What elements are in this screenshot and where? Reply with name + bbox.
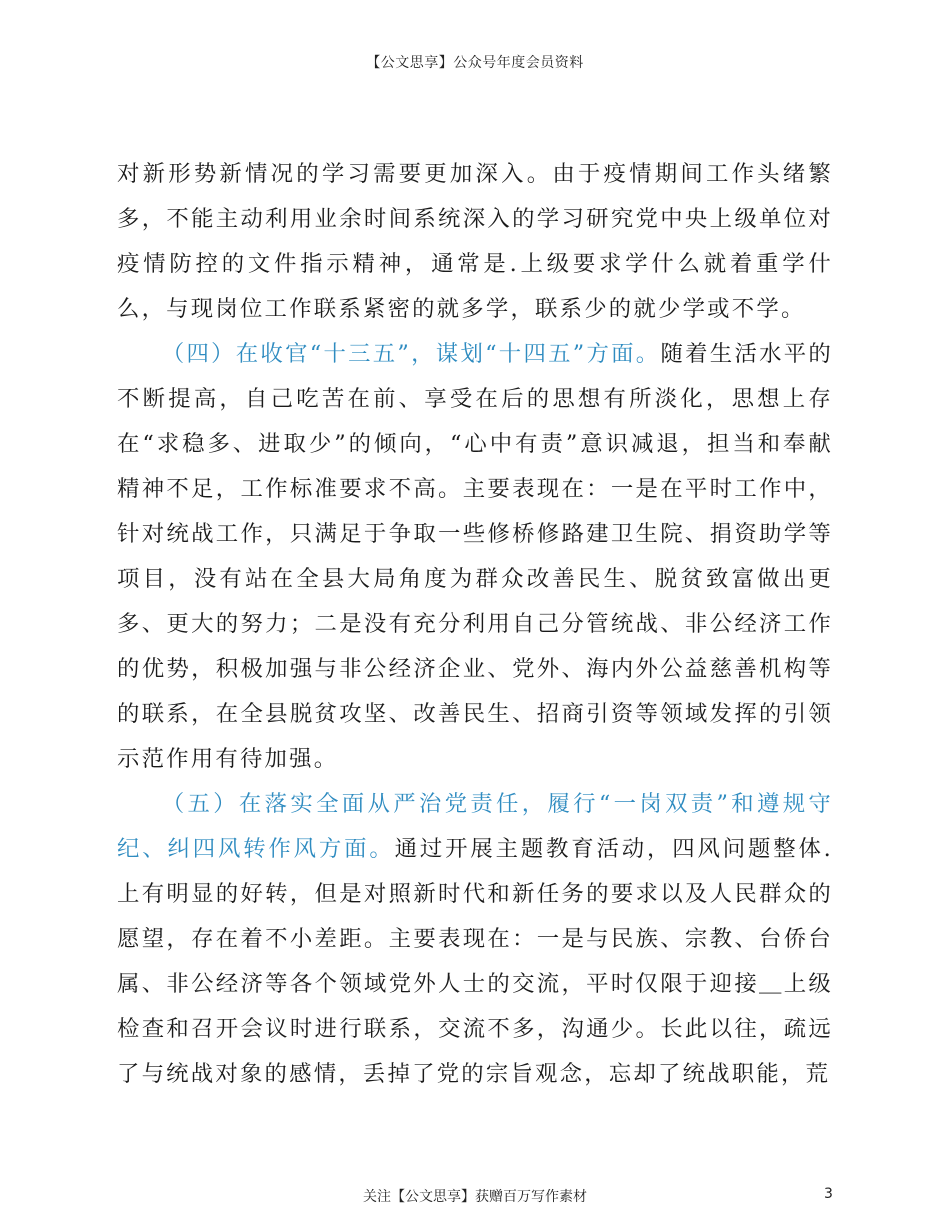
paragraph-1-body: 对新形势新情况的学习需要更加深入。由于疫情期间工作头绪繁多，不能主动利用业余时间系统深入的学习研究党中央上级单位对疫情防控的文件指示精神，通常是.上级要求学什么就着重学什么，与现岗位工作联系紧密的就多学，联系少的就少学或不学。 xyxy=(117,161,833,322)
paragraph-3-body: 通过开展主题教育活动，四风问题整体.上有明显的好转，但是对照新时代和新任务的要求以及人民群众的愿望，存在着不小差距。主要表现在：一是与民族、宗教、台侨台属、非公经济等各个领域党外人士的交流，平时仅限于迎接＿上级检查和召开会议时进行联系，交流不多，沟通少。长此以往，疏远了与统战对象的感情，丢掉了党的宗旨观念，忘却了统战职能，荒 xyxy=(117,836,833,1087)
paragraph-2 xyxy=(117,332,833,782)
page-header: 【公文思享】公众号年度会员资料 xyxy=(366,55,584,71)
paragraph-2-body: 随着生活水平的不断提高，自己吃苦在前、享受在后的思想有所淡化，思想上存在“求稳多、进取少”的倾向，“心中有责”意识减退，担当和奉献精神不足，工作标准要求不高。主要表现在：一是在平时工作中，针对统战工作，只满足于争取一些修桥修路建卫生院、捐资助学等项目，没有站在全县大局角度为群众改善民生、脱贫致富做出更多、更大的努力；二是没有充分利用自己分管统战、非公经济工作的优势，积极加强与非公经济企业、党外、海内外公益慈善机构等的联系，在全县脱贫攻坚、改善民生、招商引资等领域发挥的引领示范作用有待加强。 xyxy=(117,341,833,772)
paragraph-3 xyxy=(117,782,833,1097)
section-heading-4: （四）在收官“十三五”，谋划“十四五”方面。 xyxy=(161,341,661,367)
document-body xyxy=(117,152,833,1097)
paragraph-1 xyxy=(117,152,833,332)
page-number: 3 xyxy=(824,1186,833,1202)
section-heading-5: （五）在落实全面从严治党责任，履行“一岗双责”和遵规守纪、纠四风转作风方面。 xyxy=(117,791,833,862)
page-footer: 关注【公文思享】获赠百万写作素材 xyxy=(363,1189,587,1205)
